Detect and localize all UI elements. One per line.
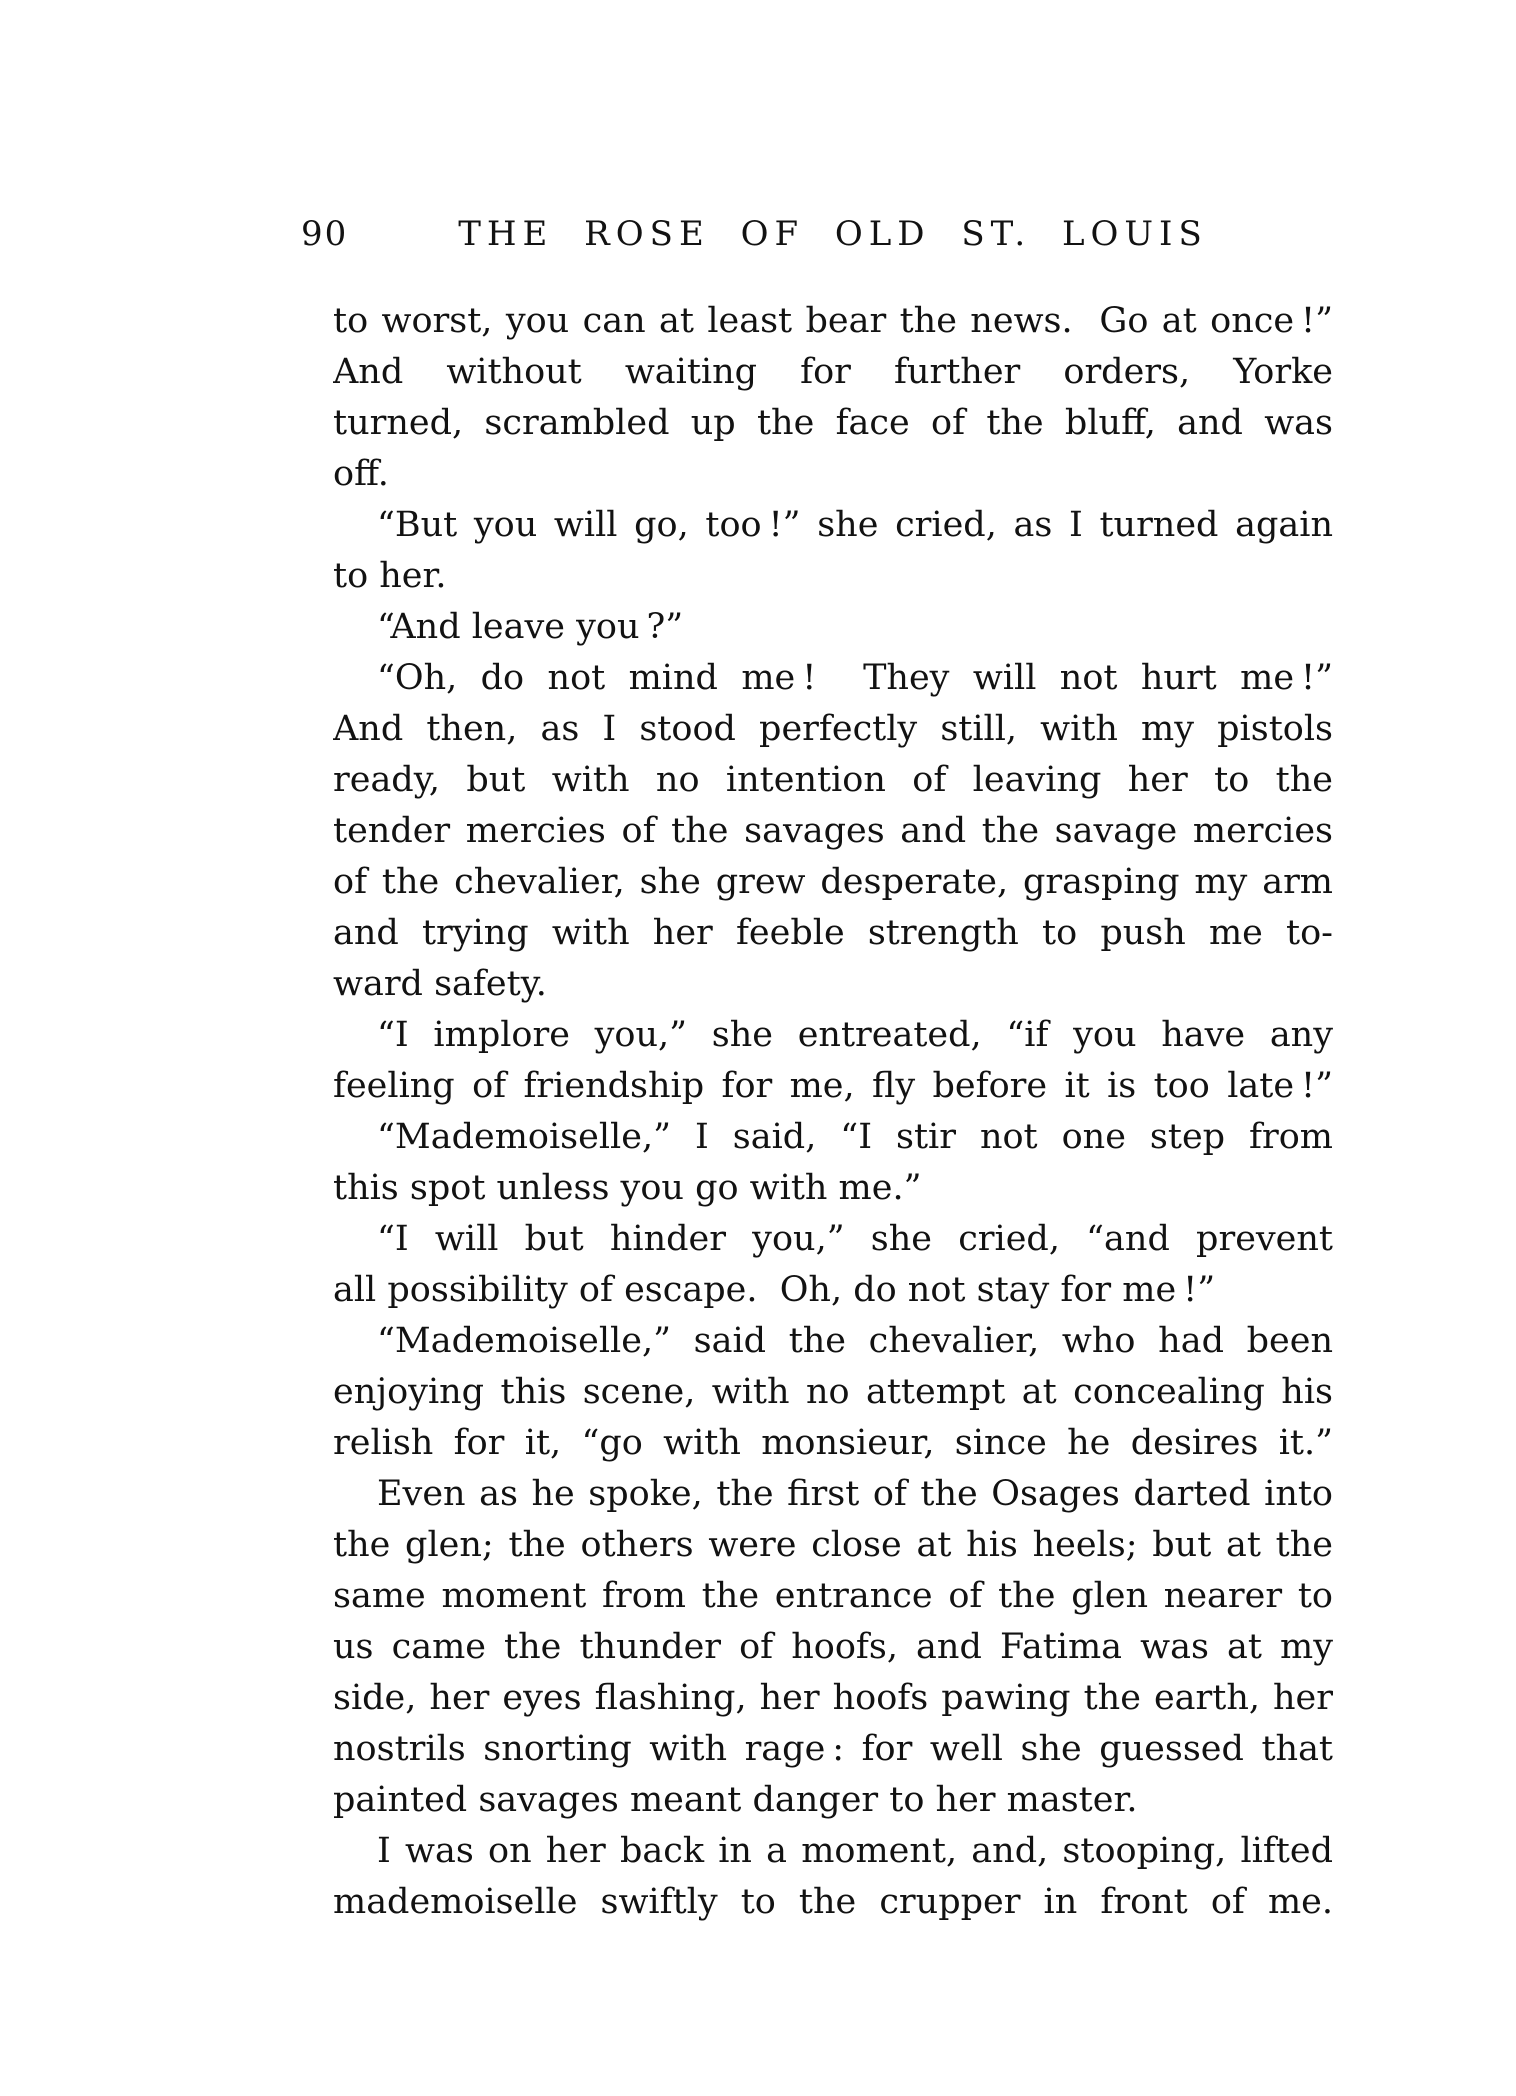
text-line: us came the thunder of hoofs, and Fatima was at my	[333, 1627, 1333, 1667]
text-line: tender mercies of the savages and the savage mercies	[333, 811, 1333, 851]
text-line: the glen; the others were close at his heels; but at the	[333, 1525, 1333, 1565]
text-line: nostrils snorting with rage : for well she guessed that	[333, 1729, 1333, 1769]
page-number: 90	[301, 214, 349, 254]
page-header	[301, 210, 1333, 258]
text-line: mademoiselle swiftly to the crupper in front of me.	[333, 1882, 1333, 1922]
text-line: all possibility of escape. Oh, do not stay for me !”	[333, 1270, 1216, 1310]
text-line: “Oh, do not mind me ! They will not hurt me !”	[377, 658, 1333, 698]
text-line: painted savages meant danger to her master.	[333, 1780, 1138, 1820]
text-line: “And leave you ?”	[377, 607, 684, 647]
text-line: And without waiting for further orders, Yorke	[333, 352, 1333, 392]
text-line: “Mademoiselle,” said the chevalier, who had been	[377, 1321, 1333, 1361]
text-line: enjoying this scene, with no attempt at concealing his	[333, 1372, 1333, 1412]
text-line: to worst, you can at least bear the news. Go at once !”	[333, 301, 1333, 341]
text-line: ward safety.	[333, 964, 547, 1004]
text-line: ready, but with no intention of leaving her to the	[333, 760, 1333, 800]
text-line: “Mademoiselle,” I said, “I stir not one step from	[377, 1117, 1333, 1157]
text-line: And then, as I stood perfectly still, with my pistols	[333, 709, 1333, 749]
text-line: this spot unless you go with me.”	[333, 1168, 922, 1208]
text-line: Even as he spoke, the first of the Osages darted into	[377, 1474, 1333, 1514]
text-line: I was on her back in a moment, and, stooping, lifted	[377, 1831, 1333, 1871]
text-line: same moment from the entrance of the glen nearer to	[333, 1576, 1333, 1616]
text-line: and trying with her feeble strength to push me to-	[333, 913, 1333, 953]
text-line: “But you will go, too !” she cried, as I turned again	[377, 505, 1333, 545]
text-line: to her.	[333, 556, 447, 596]
running-title: THE ROSE OF OLD ST. LOUIS	[458, 214, 1208, 254]
text-line: “I implore you,” she entreated, “if you have any	[377, 1015, 1333, 1055]
text-line: relish for it, “go with monsieur, since he desires it.”	[333, 1423, 1333, 1463]
text-line: off.	[333, 454, 389, 494]
text-line: turned, scrambled up the face of the bluff, and was	[333, 403, 1333, 443]
body-text	[333, 296, 1333, 1928]
text-line: “I will but hinder you,” she cried, “and prevent	[377, 1219, 1333, 1259]
text-line: side, her eyes flashing, her hoofs pawing the earth, her	[333, 1678, 1333, 1718]
text-line: feeling of friendship for me, fly before it is too late !”	[333, 1066, 1333, 1106]
text-line: of the chevalier, she grew desperate, grasping my arm	[333, 862, 1333, 902]
